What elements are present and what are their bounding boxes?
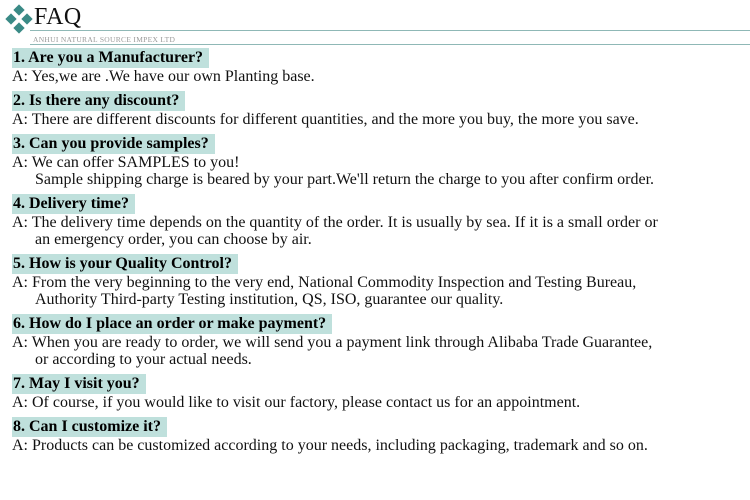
- faq-question: 1. Are you a Manufacturer?: [12, 48, 209, 68]
- faq-answer: A: Of course, if you would like to visit our factory, please contact us for an appointment.: [12, 394, 581, 411]
- faq-question: 4. Delivery time?: [12, 194, 135, 214]
- faq-answer-continuation: Sample shipping charge is beared by your part.We'll return the charge to you after confirm order.: [35, 171, 655, 188]
- faq-answer: A: We can offer SAMPLES to you!: [12, 154, 240, 171]
- faq-item: [12, 374, 748, 411]
- faq-answer: A: From the very beginning to the very end, National Commodity Inspection and Testing Bureau,: [12, 274, 637, 291]
- faq-answer-continuation: an emergency order, you can choose by air.: [35, 231, 312, 248]
- faq-question: 8. Can I customize it?: [12, 417, 167, 437]
- faq-answer-continuation: Authority Third-party Testing institution, QS, ISO, guarantee our quality.: [35, 291, 504, 308]
- faq-answer: A: When you are ready to order, we will send you a payment link through Alibaba Trade Guarantee,: [12, 334, 653, 351]
- faq-question: 7. May I visit you?: [12, 374, 146, 394]
- faq-question: 5. How is your Quality Control?: [12, 254, 238, 274]
- faq-list: [12, 48, 748, 454]
- header-divider-top: [30, 30, 750, 31]
- page-title: FAQ: [34, 4, 82, 30]
- faq-question: 2. Is there any discount?: [12, 91, 185, 111]
- diamond-decoration-icon: [6, 6, 32, 36]
- faq-item: [12, 194, 748, 248]
- faq-answer: A: The delivery time depends on the quantity of the order. It is usually by sea. If it is a small order or: [12, 214, 658, 231]
- faq-item: [12, 254, 748, 308]
- faq-answer-continuation: or according to your actual needs.: [35, 351, 252, 368]
- faq-item: [12, 48, 748, 85]
- faq-question: 6. How do I place an order or make payment?: [12, 314, 332, 334]
- faq-answer: A: Yes,we are .We have our own Planting base.: [12, 68, 315, 85]
- faq-item: [12, 91, 748, 128]
- company-name: ANHUI NATURAL SOURCE IMPEX LTD: [33, 35, 176, 44]
- faq-item: [12, 134, 748, 188]
- faq-answer: A: Products can be customized according to your needs, including packaging, trademark and so on.: [12, 437, 648, 454]
- faq-answer: A: There are different discounts for different quantities, and the more you buy, the more you save.: [12, 111, 639, 128]
- faq-question: 3. Can you provide samples?: [12, 134, 215, 154]
- faq-header: [0, 0, 750, 44]
- faq-item: [12, 417, 748, 454]
- faq-item: [12, 314, 748, 368]
- header-divider-bottom: [30, 44, 750, 45]
